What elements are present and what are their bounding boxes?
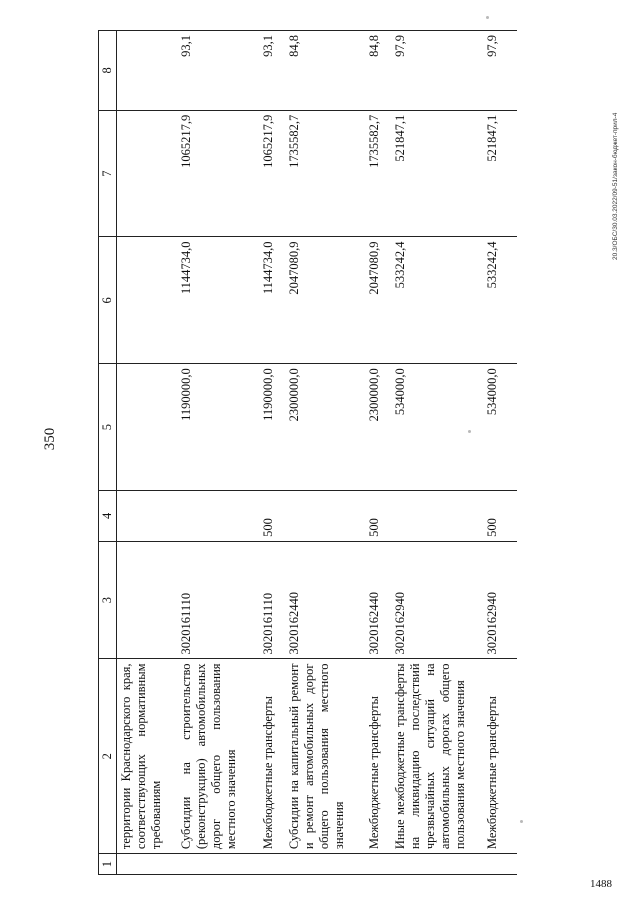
row-value-col6: 2047080,9	[365, 237, 391, 364]
page-number: 350	[42, 427, 58, 451]
row-value-col7: 1065217,9	[177, 110, 259, 237]
row-number-cell	[177, 854, 259, 875]
column-number-row	[99, 31, 117, 875]
row-value-col7: 1735582,7	[365, 110, 391, 237]
budget-table	[98, 30, 517, 875]
row-type: 500	[259, 490, 285, 541]
row-value-col7: 521847,1	[483, 110, 517, 237]
column-number-5: 5	[99, 364, 117, 491]
row-code: 3020162440	[365, 541, 391, 659]
table-row	[177, 31, 259, 875]
row-value-col6: 1144734,0	[177, 237, 259, 364]
column-number-2: 2	[99, 659, 117, 854]
row-value-col8: 84,8	[285, 31, 365, 111]
row-value-col8: 97,9	[483, 31, 517, 111]
row-value-col7: 521847,1	[391, 110, 483, 237]
column-number-1: 1	[99, 854, 117, 875]
row-code: 3020162440	[285, 541, 365, 659]
row-value-col8: 93,1	[259, 31, 285, 111]
row-type	[117, 490, 178, 541]
sheet-number: 1488	[590, 878, 612, 890]
row-value-col8: 93,1	[177, 31, 259, 111]
row-value-col6: 2047080,9	[285, 237, 365, 364]
row-value-col6	[117, 237, 178, 364]
column-number-6: 6	[99, 237, 117, 364]
rotated-page-content	[42, 30, 618, 875]
scan-speck	[520, 820, 523, 823]
row-type	[177, 490, 259, 541]
row-value-col6: 533242,4	[391, 237, 483, 364]
column-number-3: 3	[99, 541, 117, 659]
table-row	[365, 31, 391, 875]
row-description: Межбюджетные трансферты	[365, 659, 391, 854]
table-row	[259, 31, 285, 875]
row-description: Межбюджетные трансферты	[259, 659, 285, 854]
row-value-col5: 534000,0	[483, 364, 517, 491]
row-value-col5: 534000,0	[391, 364, 483, 491]
row-number-cell	[285, 854, 365, 875]
file-stamp: 20.3/ОБС/30.03.2022/09-51/закон-бюджет-прил-4	[612, 112, 619, 260]
row-number-cell	[483, 854, 517, 875]
row-value-col6: 1144734,0	[259, 237, 285, 364]
row-value-col5: 2300000,0	[365, 364, 391, 491]
row-type: 500	[483, 490, 517, 541]
table-row	[391, 31, 483, 875]
row-code: 3020162940	[391, 541, 483, 659]
row-value-col5: 1190000,0	[259, 364, 285, 491]
scan-speck	[486, 16, 489, 19]
row-value-col7	[117, 110, 178, 237]
row-value-col5: 2300000,0	[285, 364, 365, 491]
row-value-col8: 97,9	[391, 31, 483, 111]
row-description: Субсидии на строительство (реконструкцию) автомобильных дорог общего пользования местного значения	[177, 659, 259, 854]
table-row	[483, 31, 517, 875]
column-number-4: 4	[99, 490, 117, 541]
row-description: Иные межбюджетные трансферты на ликвидацию последствий чрезвычайных ситуаций на автомобильных дорогах общего пользования местного значения	[391, 659, 483, 854]
row-number-cell	[259, 854, 285, 875]
row-code: 3020162940	[483, 541, 517, 659]
table-row	[117, 31, 178, 875]
row-code: 3020161110	[177, 541, 259, 659]
column-number-8: 8	[99, 31, 117, 111]
row-value-col8: 84,8	[365, 31, 391, 111]
row-code	[117, 541, 178, 659]
row-code: 3020161110	[259, 541, 285, 659]
row-number-cell	[117, 854, 178, 875]
row-value-col7: 1735582,7	[285, 110, 365, 237]
column-number-7: 7	[99, 110, 117, 237]
row-value-col6: 533242,4	[483, 237, 517, 364]
row-value-col8	[117, 31, 178, 111]
row-type: 500	[365, 490, 391, 541]
row-description: Межбюджетные трансферты	[483, 659, 517, 854]
row-type	[391, 490, 483, 541]
row-number-cell	[365, 854, 391, 875]
row-value-col7: 1065217,9	[259, 110, 285, 237]
table-row	[285, 31, 365, 875]
row-value-col5: 1190000,0	[177, 364, 259, 491]
scan-speck	[468, 430, 471, 433]
row-description: территории Краснодарского края, соответствующих нормативным требованиям	[117, 659, 178, 854]
row-value-col5	[117, 364, 178, 491]
row-description: Субсидии на капитальный ремонт и ремонт автомобильных дорог общего пользования местного значения	[285, 659, 365, 854]
row-number-cell	[391, 854, 483, 875]
row-type	[285, 490, 365, 541]
